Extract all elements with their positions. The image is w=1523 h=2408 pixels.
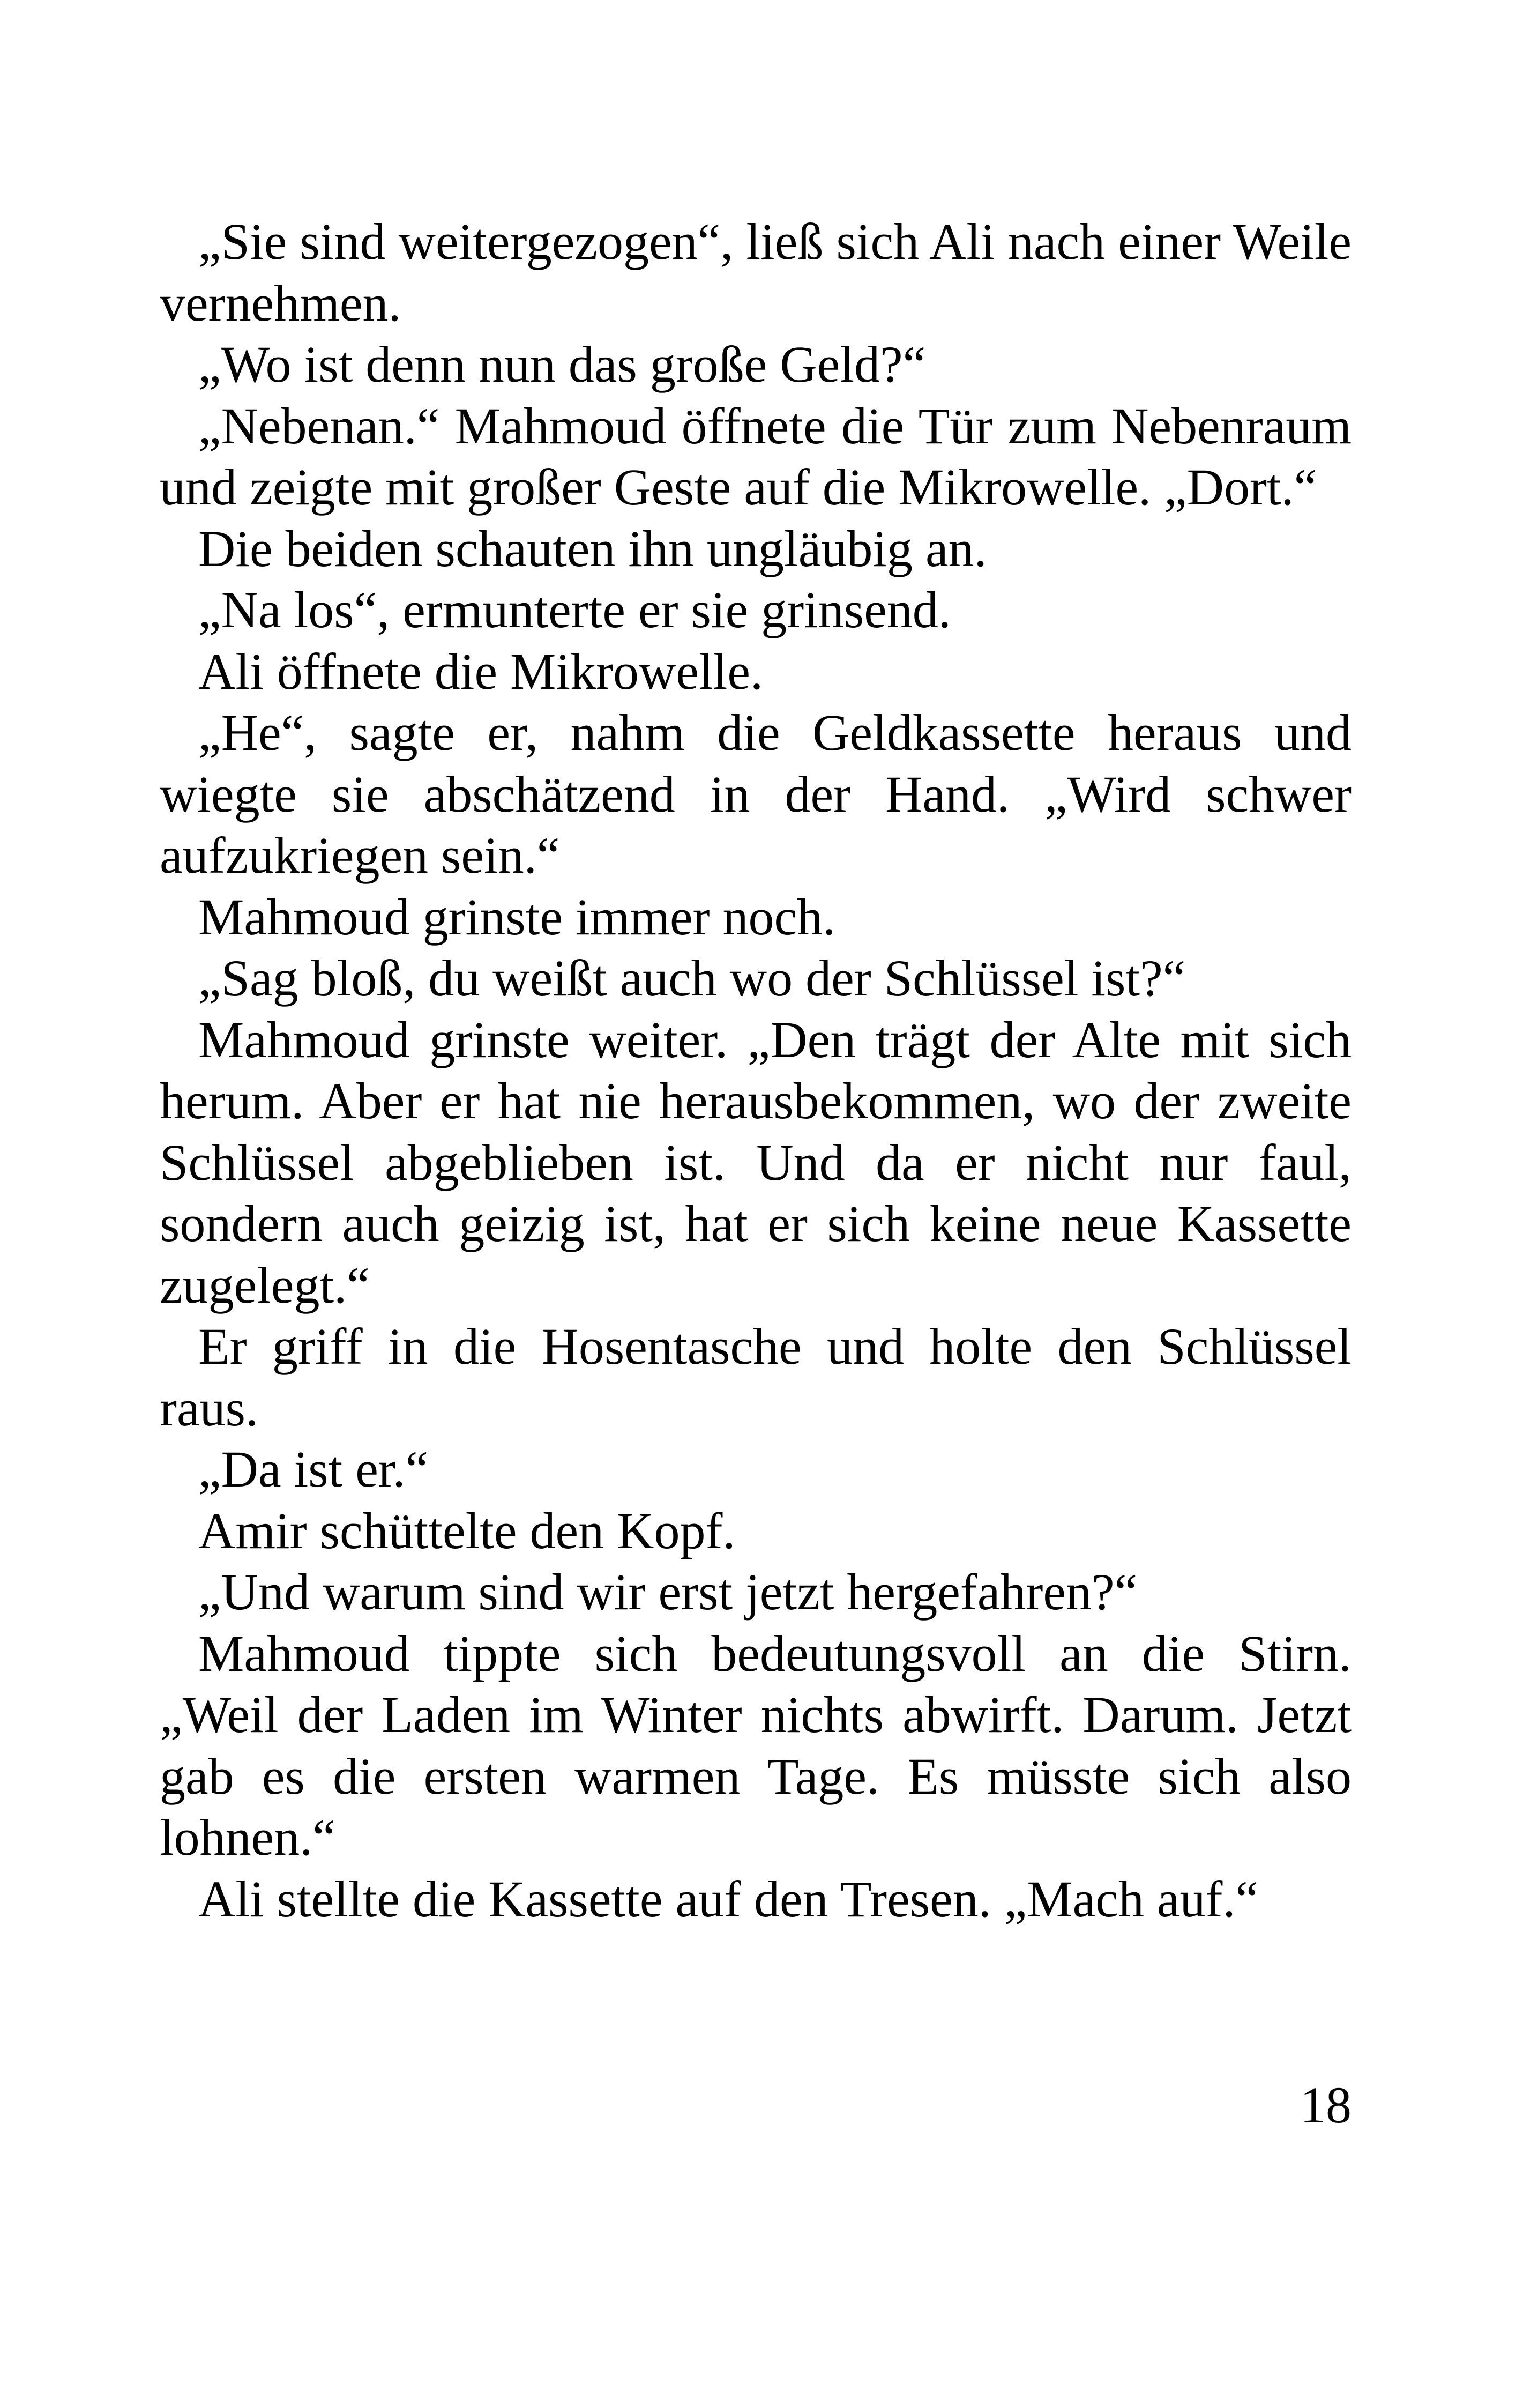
paragraph: „Sag bloß, du weißt auch wo der Schlüssel ist?“: [198, 949, 1186, 1007]
paragraph: „Wo ist denn nun das große Geld?“: [198, 336, 926, 393]
paragraph: Amir schüttelte den Kopf.: [198, 1502, 736, 1559]
paragraph: Er griff in die Hosentasche und holte den Schlüssel raus.: [160, 1318, 1352, 1437]
paragraph: Mahmoud tippte sich bedeutungsvoll an die Stirn. „Weil der Laden im Winter nichts abwirft. Darum. Jetzt gab es die ersten warmen Tage. Es müsste sich also lohnen.“: [160, 1624, 1352, 1866]
paragraph: Mahmoud grinste weiter. „Den trägt der Alte mit sich herum. Aber er hat nie herausbekommen, wo der zweite Schlüssel abgeblieben ist. Und da er nicht nur faul, sondern auch geizig ist, hat er sich keine neue Kassette zugelegt.“: [160, 1010, 1352, 1314]
paragraph: Die beiden schauten ihn ungläubig an.: [198, 519, 987, 577]
paragraph: „Und warum sind wir erst jetzt hergefahren?“: [198, 1563, 1138, 1621]
paragraph: „Na los“, ermunterte er sie grinsend.: [198, 581, 951, 638]
paragraph: „He“, sagte er, nahm die Geldkassette heraus und wiegte sie abschätzend in der Hand. „Wird schwer aufzukriegen sein.“: [160, 704, 1352, 884]
page-number: 18: [1300, 2076, 1352, 2134]
paragraph: „Da ist er.“: [198, 1440, 429, 1498]
paragraph: Ali stellte die Kassette auf den Tresen. „Mach auf.“: [198, 1870, 1259, 1928]
paragraph: Mahmoud grinste immer noch.: [198, 888, 836, 946]
body-text: [160, 211, 1352, 1930]
paragraph: Ali öffnete die Mikrowelle.: [198, 642, 763, 700]
paragraph: „Sie sind weitergezogen“, ließ sich Ali nach einer Weile vernehmen.: [160, 213, 1352, 332]
paragraph: „Nebenan.“ Mahmoud öffnete die Tür zum Nebenraum und zeigte mit großer Geste auf die Mikrowelle. „Dort.“: [160, 397, 1352, 516]
